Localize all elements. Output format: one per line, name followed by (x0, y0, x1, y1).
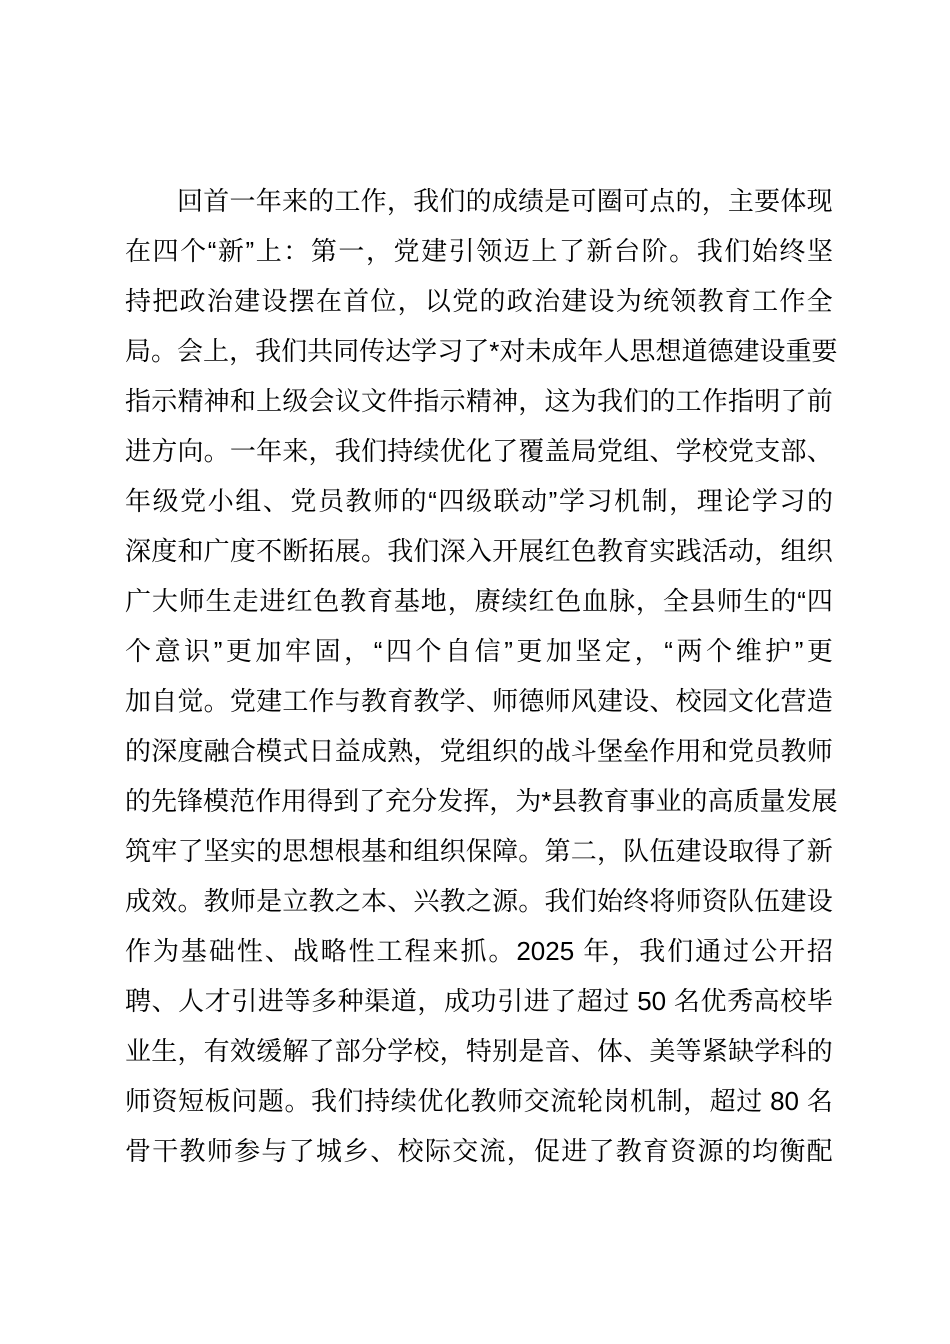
text-line: 成 效 。 教 师 是 立 教 之 本 、 兴 教 之 源 。 我 们 始 终 将 师 资 队 伍 建 设 (125, 886, 833, 916)
text-line: 回 首 一 年 来 的 工 作 ， 我 们 的 成 绩 是 可 圈 可 点 的 ， 主 要 体 现 (177, 186, 833, 216)
text-line: 筑 牢 了 坚 实 的 思 想 根 基 和 组 织 保 障 。 第 二 ， 队 伍 建 设 取 得 了 新 (125, 836, 833, 866)
text-line: 进 方 向 。 一 年 来 ， 我 们 持 续 优 化 了 覆 盖 局 党 组 、 学 校 党 支 部 、 (125, 436, 833, 466)
text-line: 指 示 精 神 和 上 级 会 议 文 件 指 示 精 神 ， 这 为 我 们 的 工 作 指 明 了 前 (125, 386, 833, 416)
text-line: 深 度 和 广 度 不 断 拓 展 。 我 们 深 入 开 展 红 色 教 育 实 践 活 动 ， 组 织 (125, 536, 833, 566)
text-line: 在 四 个 “ 新 ” 上 ： 第 一 ， 党 建 引 领 迈 上 了 新 台 阶 。 我 们 始 终 坚 (125, 236, 833, 266)
text-line: 骨 干 教 师 参 与 了 城 乡 、 校 际 交 流 ， 促 进 了 教 育 资 源 的 均 衡 配 (125, 1136, 833, 1166)
text-line: 持 把 政 治 建 设 摆 在 首 位 ， 以 党 的 政 治 建 设 为 统 领 教 育 工 作 全 (125, 286, 833, 316)
text-line: 聘 、 人 才 引 进 等 多 种 渠 道 ， 成 功 引 进 了 超 过 50 名 优 秀 高 校 毕 (125, 986, 833, 1016)
text-line: 作 为 基 础 性 、 战 略 性 工 程 来 抓 。 2025 年 ， 我 们 通 过 公 开 招 (125, 936, 833, 966)
text-line: 师 资 短 板 问 题 。 我 们 持 续 优 化 教 师 交 流 轮 岗 机 制 ， 超 过 80 名 (125, 1086, 833, 1116)
text-line: 的 深 度 融 合 模 式 日 益 成 熟 ， 党 组 织 的 战 斗 堡 垒 作 用 和 党 员 教 师 (125, 736, 833, 766)
text-line: 年 级 党 小 组 、 党 员 教 师 的 “ 四 级 联 动 ” 学 习 机 制 ， 理 论 学 习 的 (125, 486, 833, 516)
text-line: 个 意 识 ” 更 加 牢 固 ， “ 四 个 自 信 ” 更 加 坚 定 ， “ 两 个 维 护 ” 更 (125, 636, 833, 666)
text-line: 的 先 锋 模 范 作 用 得 到 了 充 分 发 挥 ， 为 * 县 教 育 事 业 的 高 质 量 发 展 (125, 786, 838, 816)
paragraph-body-text (125, 176, 838, 1176)
text-line: 广 大 师 生 走 进 红 色 教 育 基 地 ， 赓 续 红 色 血 脉 ， 全 县 师 生 的 “ 四 (125, 586, 833, 616)
text-line: 加 自 觉 。 党 建 工 作 与 教 育 教 学 、 师 德 师 风 建 设 、 校 园 文 化 营 造 (125, 686, 833, 716)
text-line: 业 生 ， 有 效 缓 解 了 部 分 学 校 ， 特 别 是 音 、 体 、 美 等 紧 缺 学 科 的 (125, 1036, 833, 1066)
text-line: 局 。 会 上 ， 我 们 共 同 传 达 学 习 了 * 对 未 成 年 人 思 想 道 德 建 设 重 要 (125, 336, 838, 366)
